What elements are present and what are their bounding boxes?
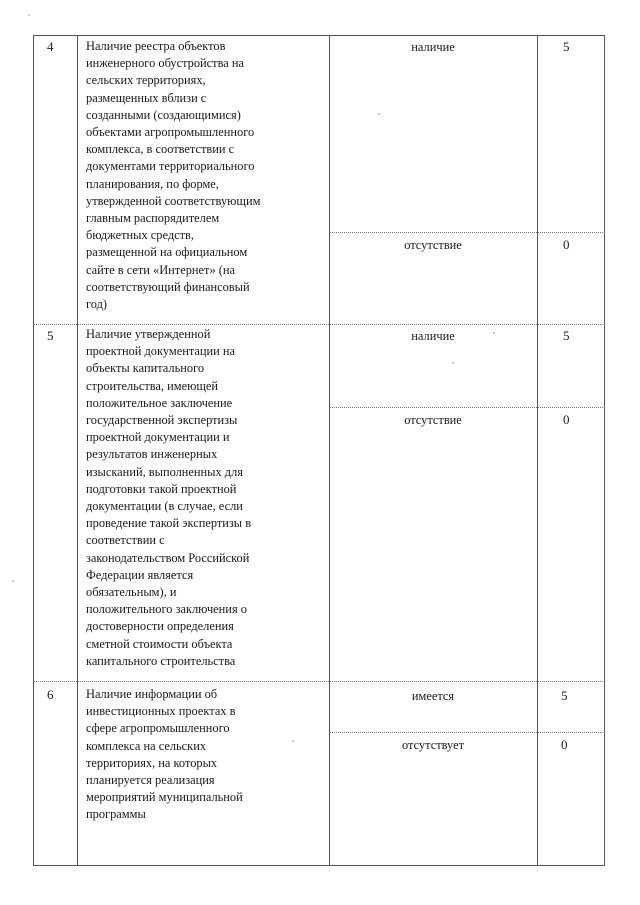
- scan-speck: [378, 113, 380, 115]
- option-value: отсутствие: [404, 413, 462, 427]
- scan-speck: [452, 362, 454, 364]
- option-value: наличие: [411, 40, 455, 54]
- scan-speck: [28, 14, 30, 16]
- criterion-text: Наличие информации об инвестиционных проектах в сфере агропромышленного комплекса на сельских территориях, на которых планируется реализация мероприятий муниципальной программы: [86, 687, 243, 822]
- scan-speck: [292, 740, 294, 742]
- row-number: 5: [47, 328, 54, 343]
- option-score: 0: [563, 237, 570, 252]
- table-border-bottom: [33, 865, 605, 866]
- row-divider-5-6: [33, 681, 605, 682]
- option-score: 5: [561, 688, 568, 703]
- table-border-value-column: [537, 35, 538, 865]
- option-score: 0: [561, 737, 568, 752]
- option-score: 5: [563, 39, 570, 54]
- option-value: отсутствие: [404, 238, 462, 252]
- table-border-number-column: [77, 35, 78, 865]
- table-border-left: [33, 35, 34, 865]
- scan-speck: [493, 332, 495, 334]
- option-value: отсутствует: [402, 738, 464, 752]
- criterion-text: Наличие реестра объектов инженерного обустройства на сельских территориях, размещенных вблизи с созданными (создающимися) объектами агропромышленного комплекса, в соответствии с документами территориального планирования, по форме, утвержденной соответствующим главным распорядителем бюджетных средств, размещенной на официальном сайте в сети «Интернет» (на соответствующий финансовый год): [86, 39, 261, 312]
- option-divider-row-5: [329, 407, 605, 408]
- table-border-right: [604, 35, 605, 865]
- option-value: наличие: [411, 329, 455, 343]
- option-score: 5: [563, 328, 570, 343]
- scan-speck: [12, 580, 14, 582]
- row-divider-4-5: [33, 324, 605, 325]
- row-number: 6: [47, 687, 54, 702]
- table-border-top: [33, 35, 605, 36]
- option-value: имеется: [411, 689, 455, 703]
- row-number: 4: [47, 39, 54, 54]
- option-score: 0: [563, 412, 570, 427]
- option-divider-row-6: [329, 732, 605, 733]
- option-divider-row-4: [329, 232, 605, 233]
- criterion-text: Наличие утвержденной проектной документации на объекты капитального строительства, имеющей положительное заключение государственной экспертизы проектной документации и результатов инженерных изысканий, выполненных для подготовки такой проектной документации (в случае, если проведение такой экспертизы в соответствии с законодательством Российской Федерации является обязательным), и положительного заключения о достоверности определения сметной стоимости объекта капитального строительства: [86, 327, 252, 668]
